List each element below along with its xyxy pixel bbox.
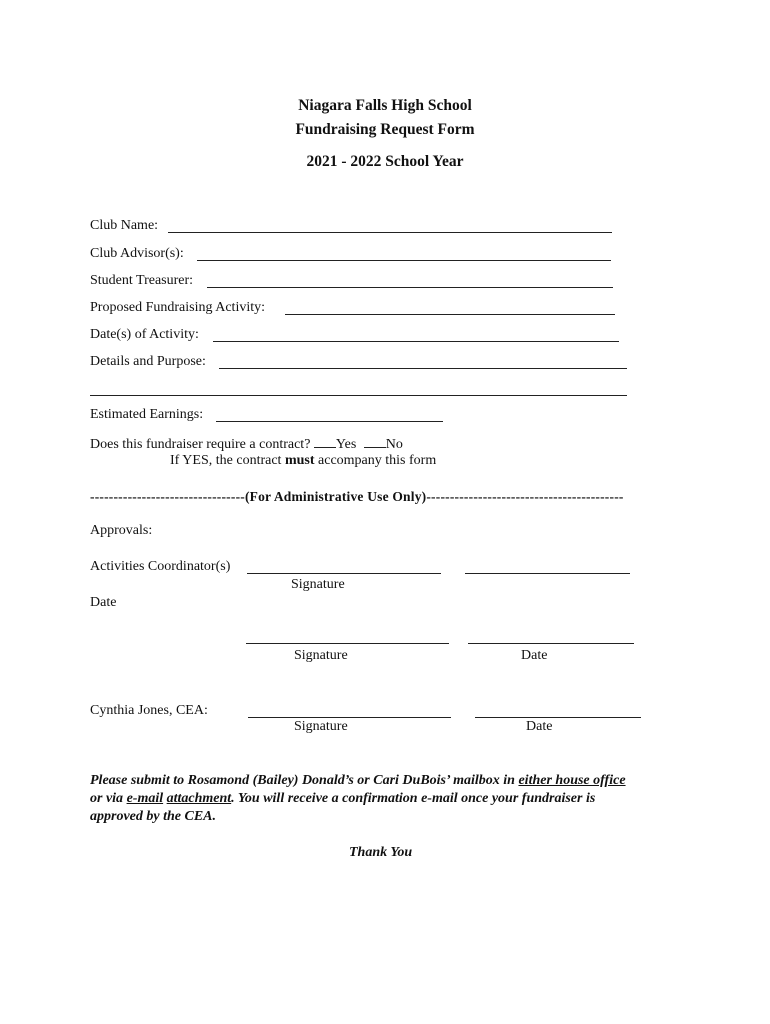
coordinator-label: Activities Coordinator(s) — [90, 559, 231, 574]
coordinator-signature-caption: Signature — [291, 577, 345, 592]
contract-yes-blank[interactable] — [314, 435, 336, 448]
email-text: e-mail — [126, 791, 164, 806]
contract-no-label: No — [385, 437, 403, 452]
proposed-activity-field[interactable] — [285, 314, 615, 315]
thank-you: Thank You — [349, 845, 413, 860]
contract-no-blank[interactable] — [364, 435, 386, 448]
club-name-label: Club Name: — [90, 218, 159, 233]
cea-signature-caption: Signature — [294, 719, 348, 734]
attachment-text: attachment — [166, 791, 232, 806]
student-treasurer-field[interactable] — [207, 287, 613, 288]
submit-text-2: or via — [90, 791, 124, 806]
submit-text-1: Please submit to Rosamond (Bailey) Donald’s or Cari DuBois’ mailbox in — [90, 773, 515, 788]
student-treasurer-label: Student Treasurer: — [90, 273, 194, 288]
second-signature-caption: Signature — [294, 648, 348, 663]
earnings-label: Estimated Earnings: — [90, 407, 204, 422]
contract-yes-label: Yes — [335, 437, 357, 452]
submit-note-line-2 — [90, 791, 595, 807]
school-year: 2021 - 2022 School Year — [306, 153, 464, 170]
contract-note-pre: If YES, the contract — [170, 453, 282, 468]
cea-date-caption: Date — [526, 719, 553, 734]
cea-date-line[interactable] — [475, 717, 641, 718]
second-signature-line[interactable] — [246, 643, 449, 644]
approvals-label: Approvals: — [90, 523, 153, 538]
submit-note-line-1 — [90, 773, 626, 789]
admin-divider: ---------------------------------(For Administrative Use Only)------------------------------------------ — [90, 489, 624, 504]
cea-label: Cynthia Jones, CEA: — [90, 703, 208, 718]
contract-question — [90, 435, 403, 453]
school-name: Niagara Falls High School — [298, 97, 472, 114]
details-field-line-2[interactable] — [90, 395, 627, 396]
details-label: Details and Purpose: — [90, 354, 206, 369]
club-name-field[interactable] — [168, 232, 612, 233]
submit-text-3: . You will receive a confirmation e-mail once your fundraiser is — [231, 791, 596, 806]
dates-field[interactable] — [213, 341, 619, 342]
dates-label: Date(s) of Activity: — [90, 327, 199, 342]
contract-note-bold: must — [284, 453, 315, 468]
form-title: Fundraising Request Form — [295, 121, 475, 138]
earnings-field[interactable] — [216, 421, 443, 422]
proposed-activity-label: Proposed Fundraising Activity: — [90, 300, 265, 315]
club-advisor-field[interactable] — [197, 260, 611, 261]
cea-signature-line[interactable] — [248, 717, 451, 718]
contract-question-text: Does this fundraiser require a contract? — [90, 437, 311, 452]
contract-note — [170, 453, 436, 469]
house-office-text: either house office — [518, 773, 626, 788]
details-field[interactable] — [219, 368, 627, 369]
second-date-caption: Date — [521, 648, 548, 663]
coordinator-date-line[interactable] — [465, 573, 630, 574]
club-advisor-label: Club Advisor(s): — [90, 246, 184, 261]
second-date-line[interactable] — [468, 643, 634, 644]
coordinator-signature-line[interactable] — [247, 573, 441, 574]
contract-note-post: accompany this form — [318, 453, 437, 468]
coordinator-date-caption: Date — [90, 595, 117, 610]
submit-note-line-3: approved by the CEA. — [90, 809, 216, 824]
